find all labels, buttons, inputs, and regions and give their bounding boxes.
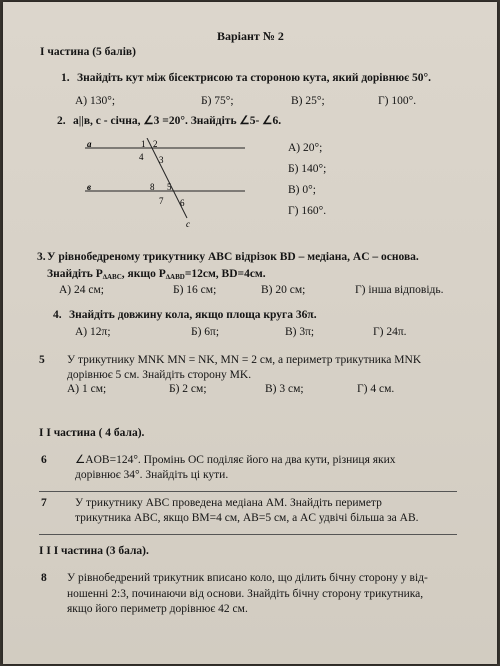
q1-option-b: Б) 75°; xyxy=(201,95,234,107)
part1-title: I частина (5 балів) xyxy=(40,46,136,58)
divider-7-8 xyxy=(39,534,457,535)
part2-title: I I частина ( 4 бала). xyxy=(39,427,145,439)
q2-option-c: В) 0°; xyxy=(288,184,316,196)
label-c: c xyxy=(186,219,190,229)
q4-option-d: Г) 24π. xyxy=(373,326,407,338)
q7-line2: трикутника ABC, якщо BM=4 см, AB=5 см, а AC удвічі більша за AB. xyxy=(75,512,419,524)
angle-3-label: 3 xyxy=(159,155,164,165)
variant-title: Варіант № 2 xyxy=(217,29,284,43)
q3-option-d: Г) інша відповідь. xyxy=(355,284,444,296)
part3-title: I I I частина (3 бала). xyxy=(39,545,149,557)
q3-option-a: А) 24 см; xyxy=(59,284,104,296)
q4-option-a: А) 12π; xyxy=(75,326,111,338)
label-a: a xyxy=(87,139,92,149)
label-b: в xyxy=(87,182,92,192)
q5-line1: У трикутнику MNK MN = NK, MN = 2 см, а периметр трикутника MNK xyxy=(67,354,422,366)
q2-option-b: Б) 140°; xyxy=(288,163,327,175)
q4-option-c: В) 3π; xyxy=(285,326,315,338)
q8-line3: якщо його периметр дорівнює 42 см. xyxy=(67,603,248,615)
q2-text: a||в, c - січна, ∠3 =20°. Знайдіть ∠5- ∠6. xyxy=(73,115,282,127)
angle-4-label: 4 xyxy=(139,152,144,162)
q3-line1: У рівнобедреному трикутнику ABC відрізок BD – медіана, AC – основа. xyxy=(47,251,419,263)
q5-line2: дорівнює 5 см. Знайдіть сторону MK. xyxy=(67,369,252,381)
angle-7-label: 7 xyxy=(159,196,164,206)
q2-option-a: А) 20°; xyxy=(288,142,323,154)
q5-option-c: В) 3 см; xyxy=(265,383,304,395)
q8-number: 8 xyxy=(41,572,47,584)
q2-number: 2. xyxy=(57,115,66,127)
q6-number: 6 xyxy=(41,454,47,466)
angle-6-label: 6 xyxy=(180,198,185,208)
q8-line1: У рівнобедрений трикутник вписано коло, що ділить бічну сторону у від- xyxy=(67,572,428,584)
q4-option-b: Б) 6π; xyxy=(191,326,220,338)
q1-number: 1. xyxy=(61,72,70,84)
divider-6-7 xyxy=(39,491,457,492)
q2-option-d: Г) 160°. xyxy=(288,205,327,217)
q1-text: Знайдіть кут між бісектрисою та стороною кута, який дорівнює 50°. xyxy=(77,72,431,84)
q3-line2: Знайдіть $P_{\Delta ABC}$, якщо $P_{\Delta ABD}=12см$, BD=4см. xyxy=(47,268,266,281)
q8-line2: ношенні 2:3, починаючи від основи. Знайдіть бічну сторону трикутника, xyxy=(67,588,424,600)
q1-option-a: А) 130°; xyxy=(75,95,116,107)
q3-option-c: В) 20 см; xyxy=(261,284,306,296)
parallel-lines-figure xyxy=(83,138,253,230)
q7-line1: У трикутнику ABC проведена медіана AM. Знайдіть периметр xyxy=(75,497,382,509)
exam-sheet xyxy=(3,2,497,664)
q1-option-d: Г) 100°. xyxy=(378,95,417,107)
q6-line2: дорівнює 34°. Знайдіть ці кути. xyxy=(75,469,229,481)
q4-text: Знайдіть довжину кола, якщо площа круга 36π. xyxy=(69,309,317,321)
q1-option-c: В) 25°; xyxy=(291,95,325,107)
angle-2-label: 2 xyxy=(153,139,158,149)
q5-number: 5 xyxy=(39,354,45,366)
angle-5-label: 5 xyxy=(167,182,172,192)
q5-option-a: А) 1 см; xyxy=(67,383,107,395)
q5-option-b: Б) 2 см; xyxy=(169,383,207,395)
angle-8-label: 8 xyxy=(150,182,155,192)
angle-1-label: 1 xyxy=(141,139,146,149)
q7-number: 7 xyxy=(41,497,47,509)
q5-option-d: Г) 4 см. xyxy=(357,383,395,395)
q3-number: 3. xyxy=(37,251,46,263)
q6-line1: ∠AOB=124°. Промінь OC поділяє його на два кути, різниця яких xyxy=(75,454,396,466)
q3-option-b: Б) 16 см; xyxy=(173,284,217,296)
q4-number: 4. xyxy=(53,309,62,321)
